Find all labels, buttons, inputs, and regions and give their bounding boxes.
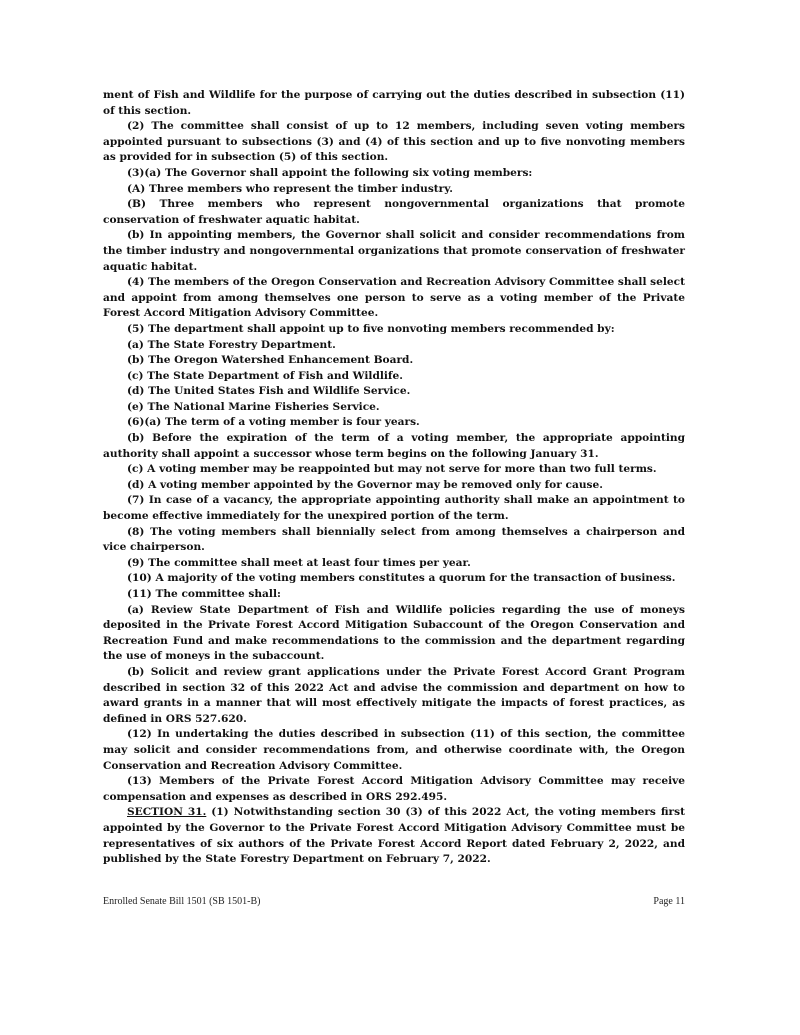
paragraph: (12) In undertaking the duties described in subsection (11) of this section, the committee may solicit and consider recommendations from, and otherwise coordinate with, the Oregon Conservation and Recreation Advisory Committee. (103, 728, 685, 772)
paragraph: (c) A voting member may be reappointed but may not serve for more than two full terms. (127, 463, 657, 476)
paragraph: (b) The Oregon Watershed Enhancement Board. (127, 354, 414, 367)
paragraph: (a) The State Forestry Department. (127, 338, 336, 351)
paragraph: (8) The voting members shall biennially select from among themselves a chairperson and vice chairperson. (103, 525, 685, 554)
paragraph: ment of Fish and Wildlife for the purpose of carrying out the duties described in subsection (11) of this section. (103, 89, 685, 117)
paragraph: (b) Before the expiration of the term of a voting member, the appropriate appointing authority shall appoint a successor whose term begins on the following January 31. (103, 432, 685, 460)
footer-bill-label: Enrolled Senate Bill 1501 (SB 1501-B) (103, 896, 261, 907)
paragraph: (3)(a) The Governor shall appoint the following six voting members: (127, 166, 533, 179)
paragraph: (c) The State Department of Fish and Wildlife. (127, 369, 403, 382)
paragraph: (B) Three members who represent nongovernmental organizations that promote conservation of freshwater aquatic habitat. (103, 198, 685, 226)
paragraph: (2) The committee shall consist of up to 12 members, including seven voting members appointed pursuant to subsections (3) and (4) of this section and up to five nonvoting members as provided for in subsection (5) of this section. (103, 120, 685, 164)
paragraph: (6)(a) The term of a voting member is four years. (127, 416, 420, 429)
paragraph: (d) The United States Fish and Wildlife Service. (127, 385, 411, 398)
paragraph: (5) The department shall appoint up to five nonvoting members recommended by: (127, 322, 615, 335)
paragraph: (11) The committee shall: (127, 588, 281, 600)
paragraph: (10) A majority of the voting members constitutes a quorum for the transaction of business. (127, 572, 676, 585)
section-31-text: (1) Notwithstanding section 30 (3) of this 2022 Act, the voting members first appointed by the Governor to the Private Forest Accord Mitigation Advisory Committee must be representatives of six authors of the Private Forest Accord Report dated February 2, 2022, and published by the State Forestry Department on February 7, 2022. (103, 806, 685, 866)
paragraph-list (103, 88, 685, 805)
paragraph: (b) Solicit and review grant applications under the Private Forest Accord Grant Program described in section 32 of this 2022 Act and advise the commission and department on how to award grants in a manner that will most effectively mitigate the impacts of forest practices, as defined in ORS 527.620. (103, 665, 685, 725)
section-31-paragraph (103, 805, 685, 867)
paragraph: (13) Members of the Private Forest Accord Mitigation Advisory Committee may receive compensation and expenses as described in ORS 292.495. (103, 775, 685, 803)
paragraph: (9) The committee shall meet at least four times per year. (127, 556, 471, 569)
paragraph: (d) A voting member appointed by the Governor may be removed only for cause. (127, 478, 603, 491)
document-body (103, 88, 685, 868)
section-31-title: SECTION 31. (127, 806, 207, 819)
paragraph: (b) In appointing members, the Governor shall solicit and consider recommendations from the timber industry and nongovernmental organizations that promote conservation of freshwater aquatic habitat. (103, 229, 685, 273)
paragraph: (4) The members of the Oregon Conservation and Recreation Advisory Committee shall select and appoint from among themselves one person to serve as a voting member of the Private Forest Accord Mitigation Advisory Committee. (103, 276, 685, 320)
paragraph: (e) The National Marine Fisheries Service. (127, 400, 380, 413)
footer-page-number: Page 11 (653, 896, 685, 907)
paragraph: (A) Three members who represent the timber industry. (127, 182, 453, 195)
paragraph: (a) Review State Department of Fish and Wildlife policies regarding the use of moneys deposited in the Private Forest Accord Mitigation Subaccount of the Oregon Conservation and Recreation Fund and make recommendations to the commission and the department regarding the use of moneys in the subaccount. (103, 603, 685, 663)
paragraph: (7) In case of a vacancy, the appropriate appointing authority shall make an appointment to become effective immediately for the unexpired portion of the term. (103, 494, 685, 523)
